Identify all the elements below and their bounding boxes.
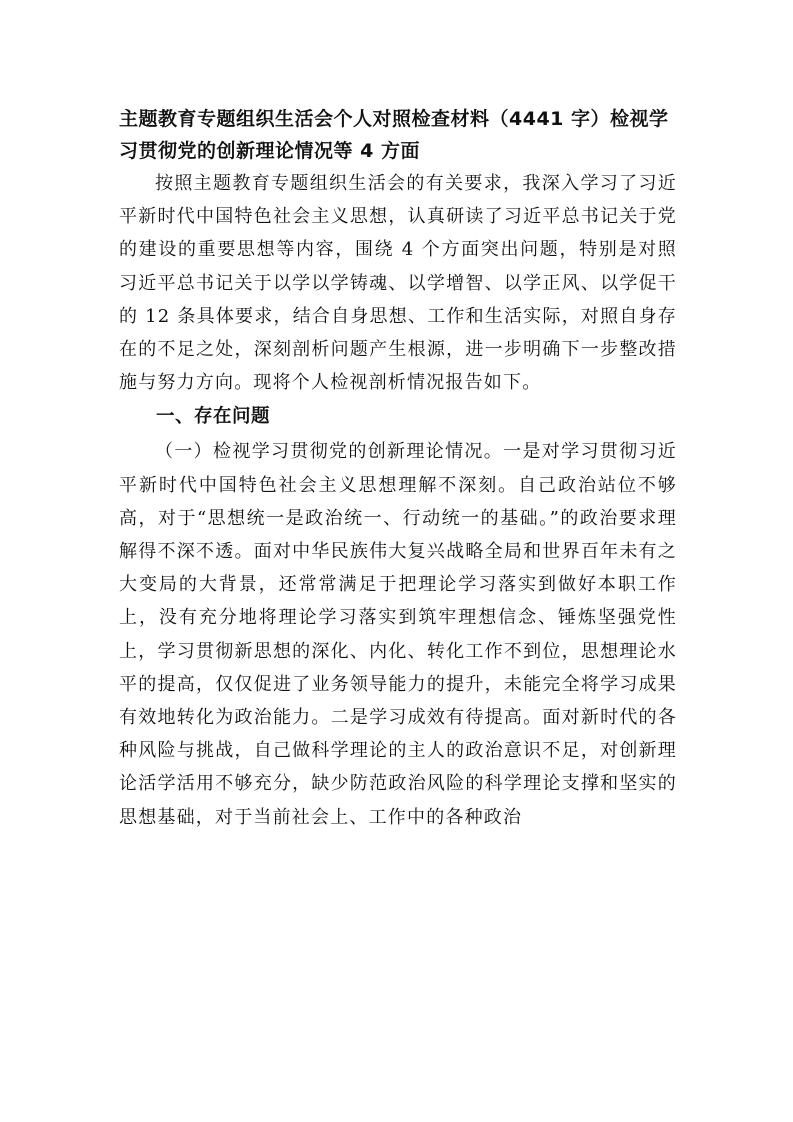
document-title: 主题教育专题组织生活会个人对照检查材料（4441 字）检视学习贯彻党的创新理论情况等 4 方面 bbox=[119, 108, 669, 162]
section-heading: 一、存在问题 bbox=[156, 406, 271, 428]
section-paragraph: （一）检视学习贯彻党的创新理论情况。一是对学习贯彻习近平新时代中国特色社会主义思想理解不深刻。自己政治站位不够高，对于“思想统一是政治统一、行动统一的基础。”的政治要求理解得不深不透。面对中华民族伟大复兴战略全局和世界百年未有之大变局的大背景，还常常满足于把理论学习落实到做好本职工作上，没有充分地将理论学习落实到筑牢理想信念、锤炼坚强党性上，学习贯彻新思想的深化、内化、转化工作不到位，思想理论水平的提高，仅仅促进了业务领导能力的提升，未能完全将学习成果有效地转化为政治能力。二是学习成效有待提高。面对新时代的各种风险与挑战，自己做科学理论的主人的政治意识不足，对创新理论活学活用不够充分，缺少防范政治风险的科学理论支撑和坚实的思想基础，对于当前社会上、工作中的各种政治 bbox=[119, 441, 677, 828]
document-body bbox=[119, 103, 677, 834]
intro-paragraph: 按照主题教育专题组织生活会的有关要求，我深入学习了习近平新时代中国特色社会主义思想，认真研读了习近平总书记关于党的建设的重要思想等内容，围绕 4 个方面突出问题，特别是对照习近平总书记关于以学以学铸魂、以学增智、以学正风、以学促干的 12 条具体要求，结合自身思想、工作和生活实际，对照自身存在的不足之处，深刻剖析问题产生根源，进一步明确下一步整改措施与努力方向。现将个人检视剖析情况报告如下。 bbox=[119, 173, 677, 394]
